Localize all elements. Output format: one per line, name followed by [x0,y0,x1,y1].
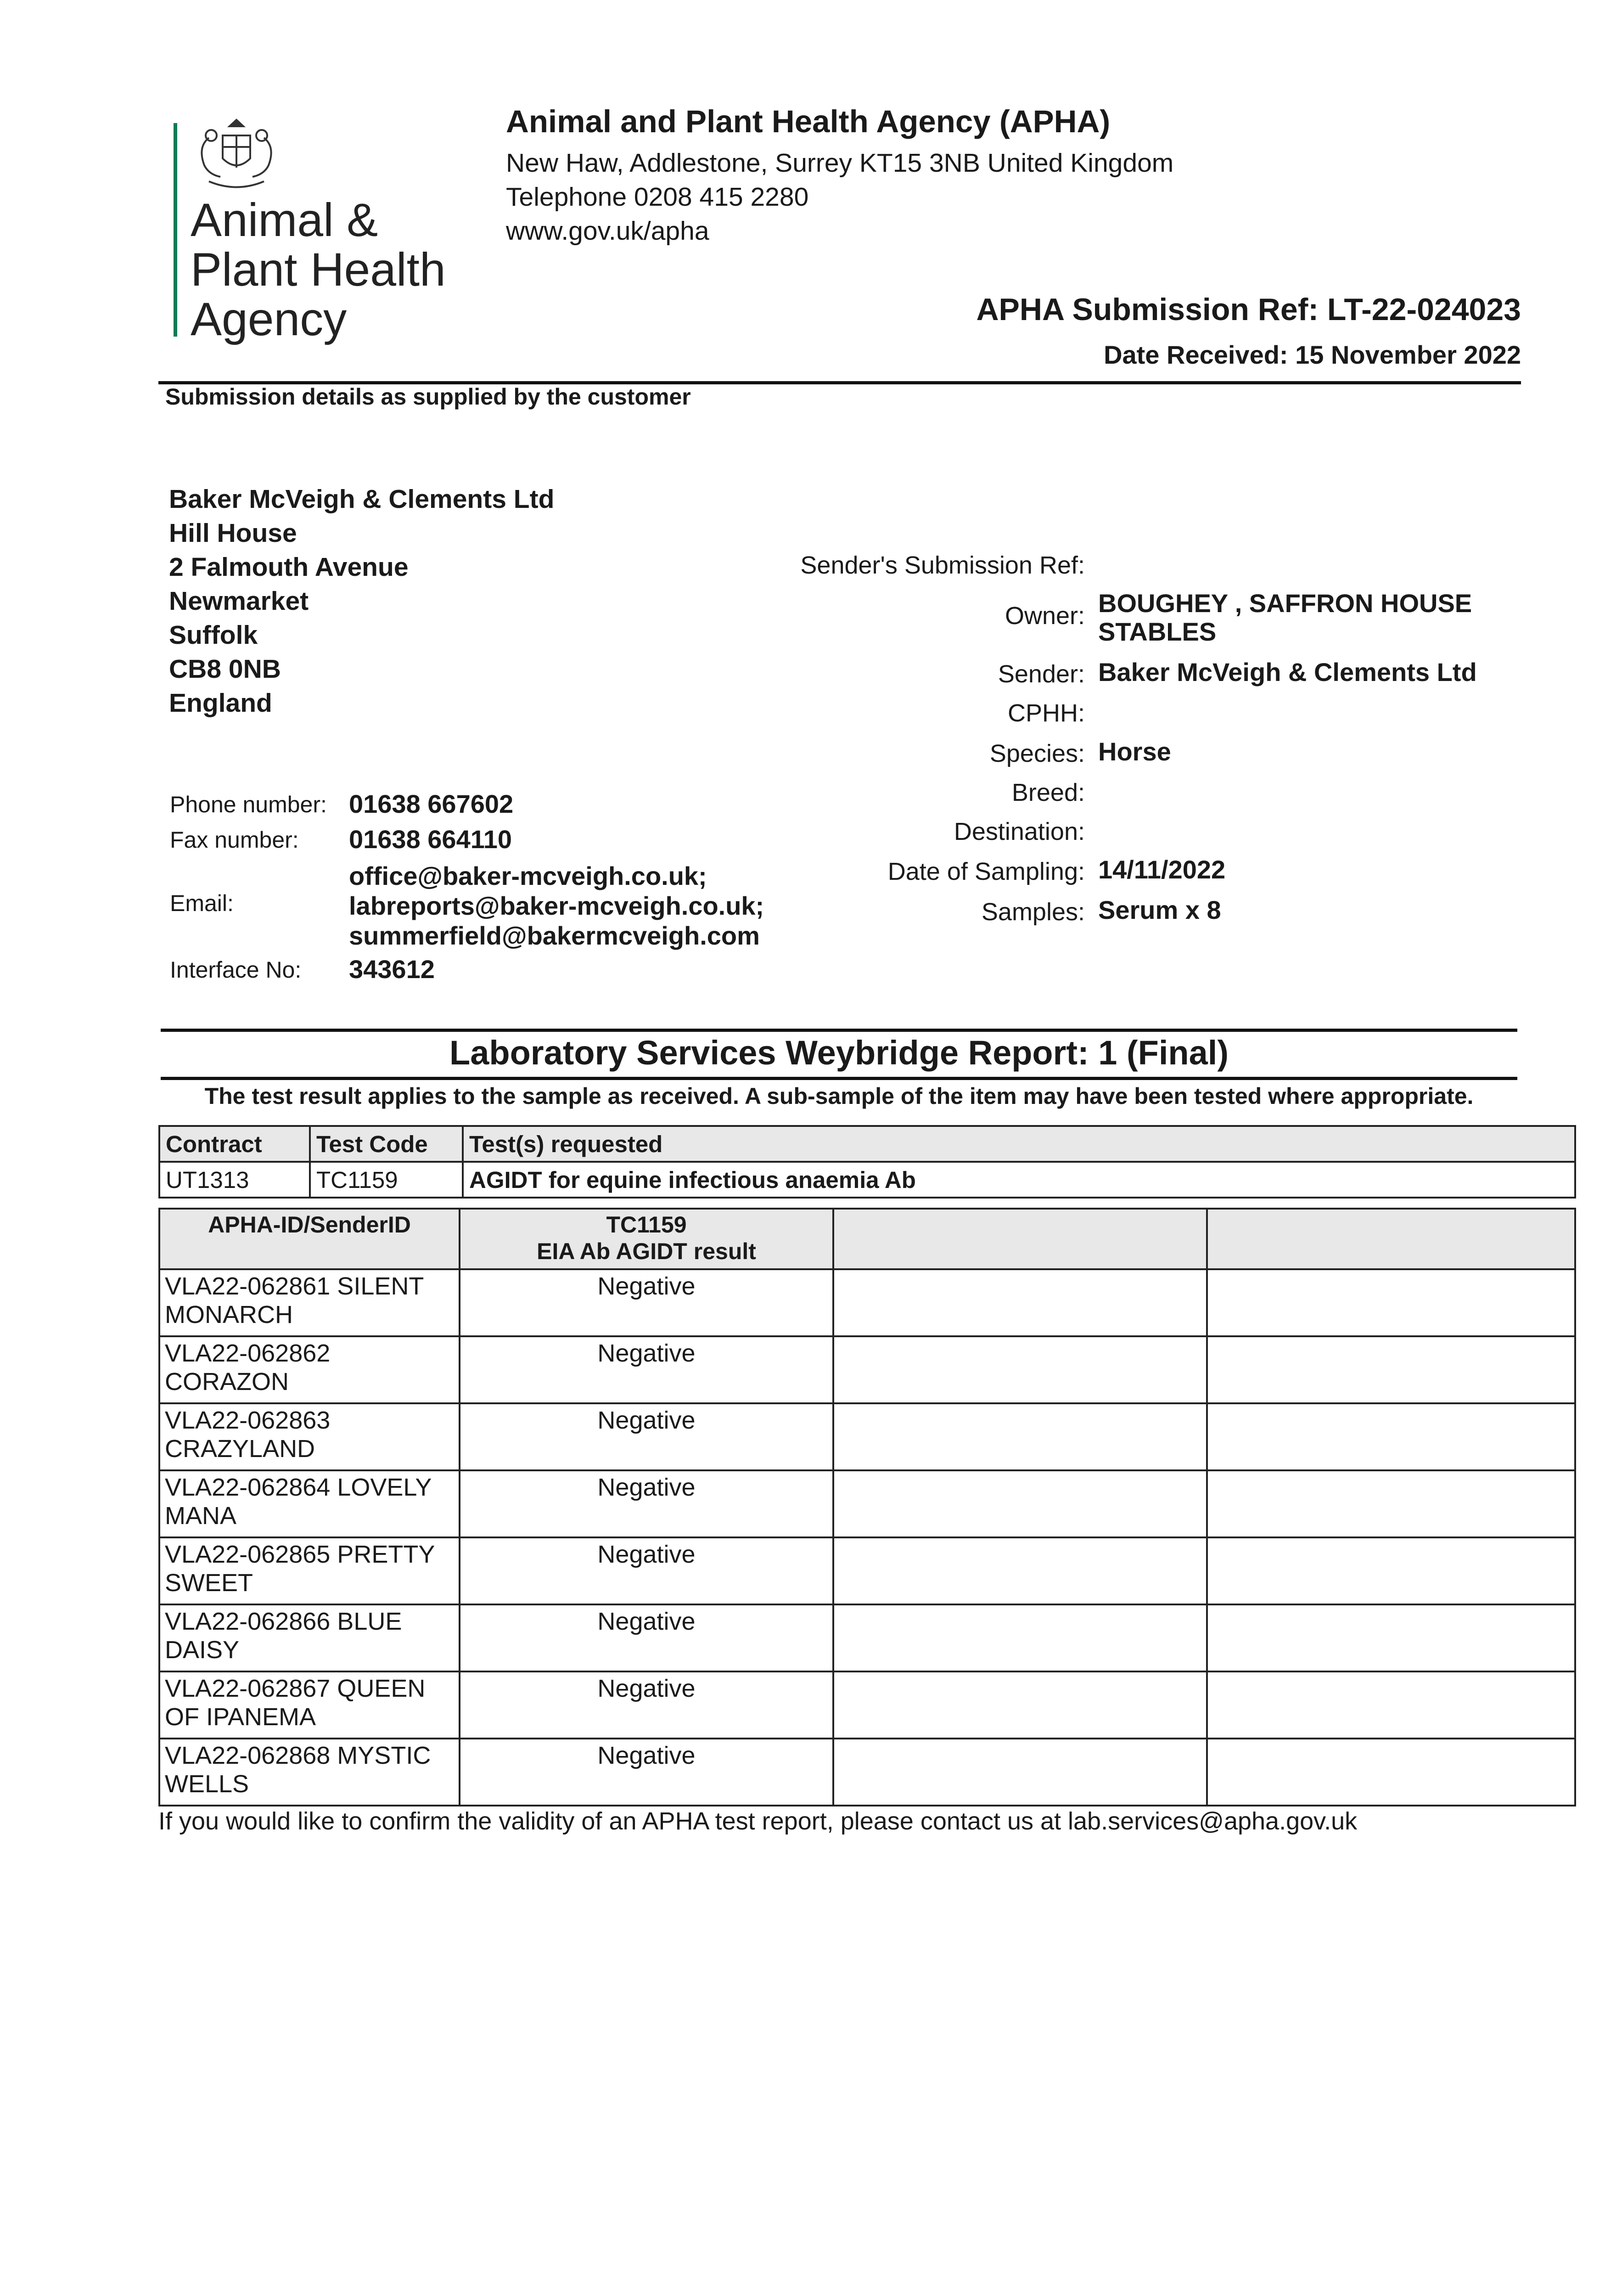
agency-telephone: Telephone 0208 415 2280 [506,182,809,212]
contract-row [159,1162,1575,1198]
logo-line: Agency [191,293,347,345]
empty-cell [1207,1671,1575,1739]
contract-table [158,1125,1576,1199]
tests-requested-header: Test(s) requested [463,1126,1575,1162]
table-row [159,1269,1575,1336]
royal-coat-of-arms-icon [191,117,282,195]
sample-result: Negative [460,1739,833,1806]
owner-value [1098,589,1472,646]
address-line: Suffolk [169,620,258,650]
sender-value: Baker McVeigh & Clements Ltd [1098,658,1477,687]
empty-cell [833,1671,1207,1739]
id-header: APHA-ID/SenderID [159,1209,460,1269]
owner-label: Owner: [1005,602,1085,630]
sample-id: VLA22-062865 PRETTY SWEET [159,1537,460,1604]
empty-cell [1207,1604,1575,1671]
sample-result: Negative [460,1336,833,1403]
empty-cell [833,1336,1207,1403]
destination-label: Destination: [954,818,1085,845]
section-label: Submission details as supplied by the customer [165,384,691,410]
sample-result: Negative [460,1269,833,1336]
logo-line: Plant Health [191,243,446,296]
email-address[interactable]: summerfield@bakermcveigh.com [349,921,760,950]
samples-label: Samples: [981,898,1085,926]
empty-cell [1207,1403,1575,1470]
address-line: Baker McVeigh & Clements Ltd [169,484,555,514]
email-values [349,861,764,951]
senders-ref-label: Sender's Submission Ref: [800,551,1085,579]
samples-value: Serum x 8 [1098,895,1221,924]
agency-address: New Haw, Addlestone, Surrey KT15 3NB United Kingdom [506,148,1174,178]
owner-line: BOUGHEY , SAFFRON HOUSE [1098,589,1472,618]
fax-value: 01638 664110 [349,825,512,854]
empty-cell [1207,1336,1575,1403]
report-title: Laboratory Services Weybridge Report: 1 (Final) [449,1034,1229,1072]
logo-line: Animal & [191,194,378,246]
empty-cell [833,1604,1207,1671]
email-address[interactable]: labreports@baker-mcveigh.co.uk; [349,891,764,920]
results-header-row [159,1209,1575,1269]
species-value: Horse [1098,737,1171,766]
table-row [159,1336,1575,1403]
fax-label: Fax number: [170,827,299,853]
table-row [159,1671,1575,1739]
empty-cell [833,1269,1207,1336]
sample-id: VLA22-062863 CRAZYLAND [159,1403,460,1470]
phone-value: 01638 667602 [349,789,514,818]
sample-id: VLA22-062866 BLUE DAISY [159,1604,460,1671]
sample-result: Negative [460,1537,833,1604]
table-row [159,1403,1575,1470]
sample-id: VLA22-062861 SILENT MONARCH [159,1269,460,1336]
result-header [460,1209,833,1269]
agency-name: Animal and Plant Health Agency (APHA) [506,104,1111,139]
table-row [159,1604,1575,1671]
contract-header: Contract [159,1126,310,1162]
address-line: CB8 0NB [169,654,281,684]
address-line: Newmarket [169,586,309,616]
breed-label: Breed: [1011,779,1085,806]
empty-cell [833,1470,1207,1537]
sample-id: VLA22-062867 QUEEN OF IPANEMA [159,1671,460,1739]
empty-header [1207,1209,1575,1269]
contract-value: UT1313 [159,1162,310,1198]
agency-website[interactable]: www.gov.uk/apha [506,216,709,246]
empty-cell [833,1739,1207,1806]
result-header-name: EIA Ab AGIDT result [537,1238,756,1264]
empty-cell [1207,1739,1575,1806]
contract-header-row [159,1126,1575,1162]
cphh-label: CPHH: [1007,699,1085,727]
sample-id: VLA22-062862 CORAZON [159,1336,460,1403]
address-line: Hill House [169,518,297,548]
customer-address [169,482,554,720]
address-line: 2 Falmouth Avenue [169,552,409,582]
interface-label: Interface No: [170,957,302,983]
logo-wordmark [191,195,446,344]
logo-bar [174,123,177,337]
result-header-code: TC1159 [606,1212,687,1238]
phone-label: Phone number: [170,792,327,817]
tests-requested-value: AGIDT for equine infectious anaemia Ab [463,1162,1575,1198]
test-code-value: TC1159 [310,1162,463,1198]
sample-result: Negative [460,1403,833,1470]
submission-ref: APHA Submission Ref: LT-22-024023 [976,292,1521,327]
species-label: Species: [989,740,1085,767]
report-note: The test result applies to the sample as received. A sub-sample of the item may have been tested where appropriate. [204,1083,1474,1109]
sampling-date-label: Date of Sampling: [887,858,1085,885]
address-line: England [169,688,272,718]
empty-cell [833,1537,1207,1604]
results-table [158,1208,1576,1806]
empty-cell [1207,1470,1575,1537]
report-bottom-rule [161,1077,1517,1080]
sample-result: Negative [460,1671,833,1739]
sampling-date-value: 14/11/2022 [1098,855,1226,884]
email-label: Email: [170,890,234,916]
date-received: Date Received: 15 November 2022 [1104,340,1521,369]
sample-result: Negative [460,1604,833,1671]
table-row [159,1739,1575,1806]
table-row [159,1470,1575,1537]
email-address[interactable]: office@baker-mcveigh.co.uk; [349,861,707,890]
test-code-header: Test Code [310,1126,463,1162]
empty-header [833,1209,1207,1269]
empty-cell [833,1403,1207,1470]
owner-line: STABLES [1098,617,1217,646]
table-row [159,1537,1575,1604]
sample-result: Negative [460,1470,833,1537]
footer-note: If you would like to confirm the validity of an APHA test report, please contact us at lab.services@apha.gov.uk [158,1807,1358,1835]
sample-id: VLA22-062868 MYSTIC WELLS [159,1739,460,1806]
empty-cell [1207,1269,1575,1336]
empty-cell [1207,1537,1575,1604]
report-top-rule [161,1029,1517,1032]
sender-label: Sender: [998,660,1085,688]
sample-id: VLA22-062864 LOVELY MANA [159,1470,460,1537]
interface-value: 343612 [349,955,435,984]
